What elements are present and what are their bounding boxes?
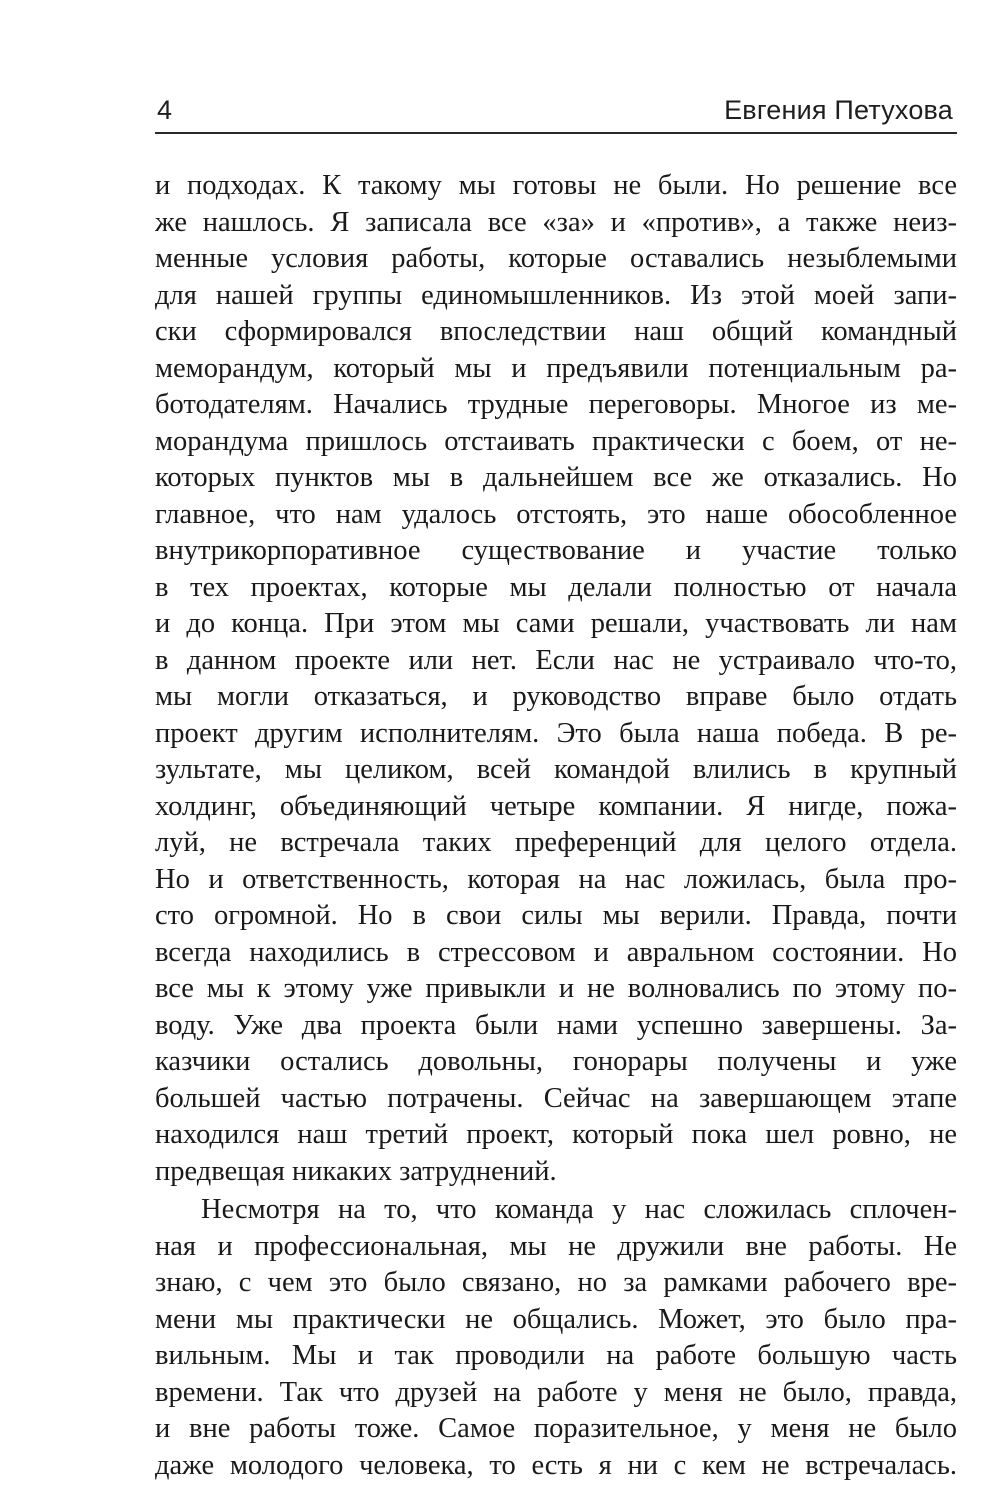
text-line: воду. Уже два проекта были нами успешно завершены. За- — [155, 1009, 957, 1041]
text-line: ная и профессиональная, мы не дружили вне работы. Не — [155, 1230, 957, 1262]
text-line: всегда находились в стрессовом и авральном состоянии. Но — [155, 936, 957, 968]
text-line: зультате, мы целиком, всей командой влились в крупный — [155, 754, 957, 785]
text-line: же нашлось. Я записала все «за» и «против», а также неиз- — [155, 206, 957, 238]
text-line: внутрикорпоративное существование и участие только — [155, 535, 957, 566]
page-number: 4 — [157, 95, 173, 125]
text-line: морандума пришлось отстаивать практически с боем, от не- — [155, 425, 957, 457]
text-line: находился наш третий проект, который пока шел ровно, не — [155, 1119, 957, 1150]
text-line: и подходах. К такому мы готовы не были. Но решение все — [155, 170, 957, 201]
text-line: Несмотря на то, что команда у нас сложилась сплочен- — [201, 1194, 957, 1225]
text-line: большей частью потрачены. Сейчас на завершающем этапе — [155, 1082, 957, 1114]
text-line: сто огромной. Но в свои силы мы верили. Правда, почти — [155, 900, 957, 931]
text-line: времени. Так что друзей на работе у меня не было, правда, — [155, 1376, 957, 1408]
text-line: знаю, с чем это было связано, но за рамками рабочего вре- — [155, 1267, 957, 1298]
text-line: даже молодого человека, то есть я ни с кем не встречалась. — [155, 1449, 957, 1481]
paragraph-1 — [155, 168, 957, 1190]
text-line: в данном проекте или нет. Если нас не устраивало что-то, — [155, 644, 957, 676]
text-line: Но и ответственность, которая на нас ложилась, была про- — [155, 863, 957, 895]
text-line: мы могли отказаться, и руководство вправе было отдать — [155, 681, 957, 712]
header-rule — [155, 132, 957, 134]
text-line: предвещая никаких затруднений. — [155, 1155, 557, 1187]
text-line: в тех проектах, которые мы делали полностью от начала — [155, 571, 957, 603]
paragraph-2 — [155, 1192, 957, 1484]
text-line: вильным. Мы и так проводили на работе большую часть — [155, 1340, 957, 1371]
text-line: меморандум, который мы и предъявили потенциальным ра- — [155, 352, 957, 384]
text-line: казчики остались довольны, гонорары получены и уже — [155, 1046, 957, 1077]
text-line: которых пунктов мы в дальнейшем все же отказались. Но — [155, 462, 957, 493]
text-line: ски сформировался впоследствии наш общий командный — [155, 316, 957, 347]
text-line: для нашей группы единомышленников. Из этой моей запи- — [155, 279, 957, 311]
text-line: холдинг, объединяющий четыре компании. Я нигде, пожа- — [155, 790, 957, 822]
running-head — [155, 92, 955, 132]
text-line: и вне работы тоже. Самое поразительное, у меня не было — [155, 1413, 957, 1444]
text-line: и до конца. При этом мы сами решали, участвовать ли нам — [155, 608, 957, 639]
body-text — [155, 168, 957, 1484]
running-title-author: Евгения Петухова — [724, 95, 953, 125]
text-line: все мы к этому уже привыкли и не волновались по этому по- — [155, 973, 957, 1004]
text-line: главное, что нам удалось отстоять, это наше обособленное — [155, 498, 957, 530]
text-line: ботодателям. Начались трудные переговоры. Многое из ме- — [155, 389, 957, 420]
text-line: менные условия работы, которые оставались незыблемыми — [155, 243, 957, 274]
text-line: мени мы практически не общались. Может, это было пра- — [155, 1303, 957, 1335]
text-line: луй, не встречала таких преференций для целого отдела. — [155, 827, 957, 858]
text-line: проект другим исполнителям. Это была наша победа. В ре- — [155, 717, 957, 749]
